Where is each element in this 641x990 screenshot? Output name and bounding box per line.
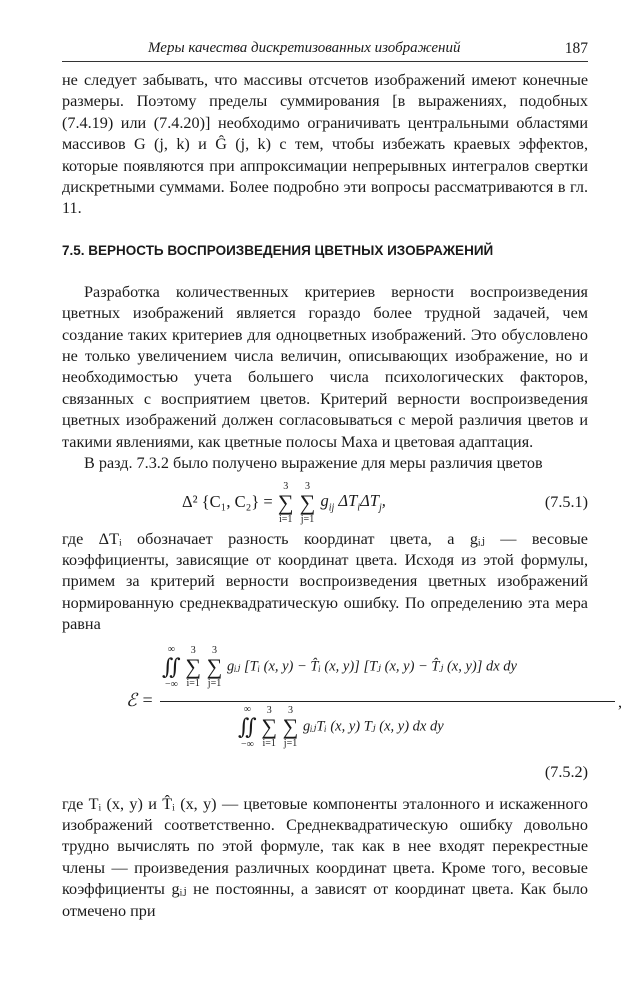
sum-symbol: 3 ∑ i=1 — [261, 704, 278, 749]
equation-number: (7.5.1) — [544, 492, 588, 511]
sum-symbol: 3 ∑ i=1 — [185, 644, 202, 689]
fraction-denominator — [238, 704, 444, 750]
equation-lhs: ℰ = — [126, 689, 154, 710]
double-integral: ∞ ∬ −∞ — [162, 643, 181, 690]
page-number: 187 — [564, 40, 588, 57]
numerator-expression: gᵢⱼ [Tᵢ (x, y) − T̂ᵢ (x, y)] [Tⱼ (x, y) − T̂ⱼ (x, y)] dx dy — [226, 657, 517, 674]
paragraph: В разд. 7.3.2 было получено выражение для меры различия цветов — [84, 454, 543, 473]
page-body — [62, 70, 623, 922]
sum-symbol: 3 ∑ i=1 — [277, 480, 294, 525]
header-rule — [62, 61, 588, 62]
weight-term: $g_{ij}$ — [320, 491, 335, 514]
sum-symbol: 3 ∑ j=1 — [206, 644, 223, 689]
equation-7-5-1 — [62, 475, 588, 529]
double-integral: ∞ ∬ −∞ — [238, 703, 257, 750]
delta-term: $\Delta T_i\Delta T_j$, — [338, 491, 386, 514]
running-header — [62, 40, 588, 60]
paragraph-continued: не следует забывать, что массивы отсчетов изображений имеют конечные размеры. Поэтому пределы суммирования [в выражениях, подобных (7.4.19) или (7.4.20)] необходимо ограничивать центральными областями массивов G (j, k) и Ĝ (j, k) с тем, чтобы избежать краевых эффектов, которые появляются при аппроксимации непрерывных интегралов свертки дискретными суммами. Более подробно эти вопросы рассматриваются в гл. 11. — [62, 71, 588, 218]
running-title: Меры качества дискретизованных изображений — [148, 40, 461, 56]
denominator-expression: gᵢⱼTᵢ (x, y) Tⱼ (x, y) dx dy — [302, 717, 444, 734]
section-heading: 7.5. ВЕРНОСТЬ ВОСПРОИЗВЕДЕНИЯ ЦВЕТНЫХ ИЗОБРАЖЕНИЙ — [62, 242, 494, 258]
sum-symbol: 3 ∑ j=1 — [282, 704, 299, 749]
equation-body — [182, 481, 386, 525]
paragraph: где Tᵢ (x, y) и T̂ᵢ (x, y) — цветовые компоненты эталонного и искаженного изображений соответственно. Среднеквадратическую ошибку довольно трудно вычислять по этой формуле, так как в нее входят перекрестные члены — произведения различных координат цвета. Кроме того, весовые коэффициенты gᵢⱼ не постоянны, а зависят от координат цвета. Как было отмечено при — [62, 794, 588, 920]
equation-number: (7.5.2) — [544, 762, 588, 781]
paragraph: где ΔTᵢ обозначает разность координат цвета, а gᵢⱼ — весовые коэффициенты, зависящие от координат цвета. Исходя из этой формулы, примем за критерий верности воспроизведения цветных изображений нормированную среднеквадратическую ошибку. По определению эта мера равна — [62, 529, 588, 634]
equation-7-5-2: ℰ = ∞ ∬ −∞ 3 ∑ i=1 3 ∑ j=1 gᵢⱼ [Tᵢ (x, y) − T̂ᵢ (x, y)] [Tⱼ (x, y) − T̂ⱼ (x, y)] dx dy , ∞ ∬ −∞ 3 ∑ i=1 3 ∑ j=1 gᵢⱼTᵢ (x, y) Tⱼ (x, y) dx dy (7.5.2) — [62, 644, 588, 794]
fraction-bar — [160, 701, 615, 702]
fraction-numerator — [162, 644, 517, 690]
sum-symbol: 3 ∑ j=1 — [299, 480, 316, 525]
equation-lhs: Δ² {C₁, C₂} = — [182, 491, 273, 511]
paragraph: Разработка количественных критериев верности воспроизведения цветных изображений является гораздо более трудной задачей, чем создание таких критериев для одноцветных изображений. Это обусловлено не только увеличением числа величин, описывающих изображение, но и необходимостью учета большего числа психологических факторов, связанных с восприятием цветов. Критерий верности воспроизведения цветных изображений должен согласовываться с мерой различия цветов и такими явлениями, как цветные полосы Маха и цветовая адаптация. — [62, 282, 588, 451]
